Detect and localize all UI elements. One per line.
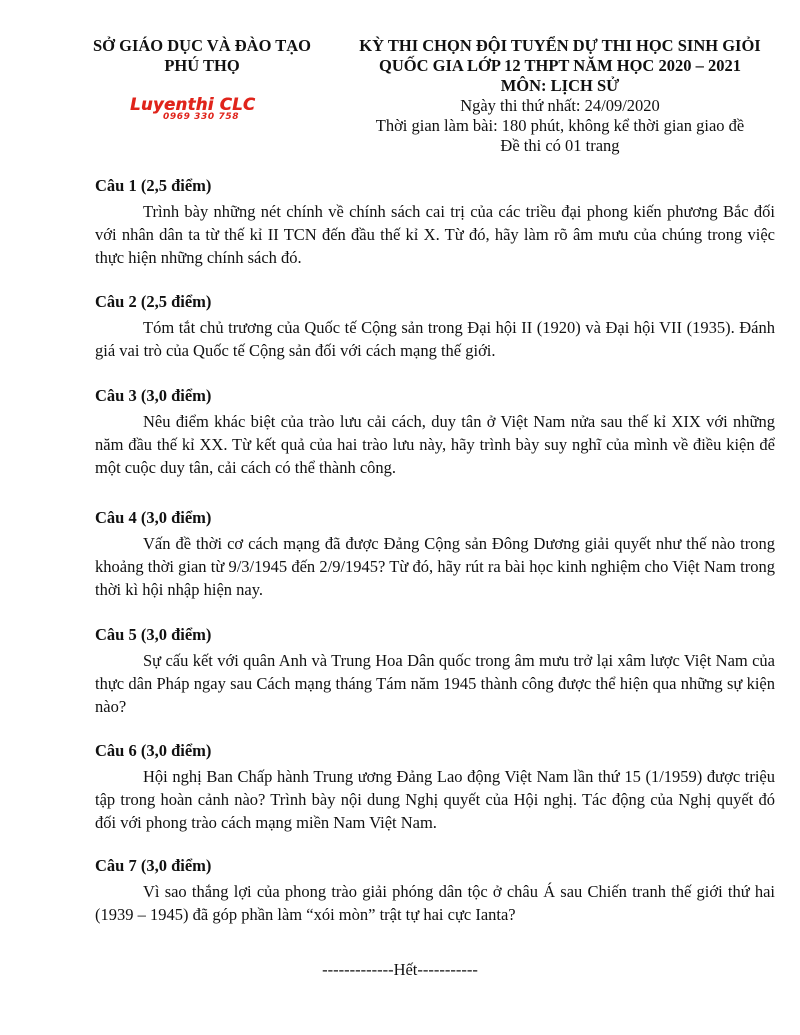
question-4 [95, 508, 775, 601]
end-marker: -------------Hết----------- [322, 960, 478, 979]
exam-duration: Thời gian làm bài: 180 phút, không kể thời gian giao đề [375, 116, 745, 135]
question-body: Sự cấu kết với quân Anh và Trung Hoa Dân quốc trong âm mưu trở lại xâm lược Việt Nam của thực dân Pháp ngay sau Cách mạng tháng Tám năm 1945 thành công được thể hiện qua những sự kiện nào? [95, 651, 775, 716]
question-3 [95, 386, 775, 479]
question-6 [95, 741, 775, 834]
exam-title-line1: KỲ THI CHỌN ĐỘI TUYỂN DỰ THI HỌC SINH GIỎI [359, 36, 761, 55]
exam-page-count: Đề thi có 01 trang [500, 136, 620, 155]
department-header [62, 36, 342, 76]
exam-title-line2: QUỐC GIA LỚP 12 THPT NĂM HỌC 2020 – 2021 [379, 56, 741, 75]
question-title: Câu 6 (3,0 điểm) [95, 741, 212, 760]
logo-phone: 0969 330 758 [163, 112, 240, 122]
question-2 [95, 292, 775, 362]
question-body: Tóm tắt chủ trương của Quốc tế Cộng sản trong Đại hội II (1920) và Đại hội VII (1935). Đánh giá vai trò của Quốc tế Cộng sản đối với cách mạng thế giới. [95, 318, 775, 360]
question-title: Câu 1 (2,5 điểm) [95, 176, 212, 195]
exam-date: Ngày thi thứ nhất: 24/09/2020 [460, 96, 660, 115]
exam-subject: MÔN: LỊCH SỬ [500, 76, 620, 95]
province-name: PHÚ THỌ [164, 56, 240, 75]
question-body: Vấn đề thời cơ cách mạng đã được Đảng Cộng sản Đông Dương giải quyết như thế nào trong khoảng thời gian từ 9/3/1945 đến 2/9/1945? Từ đó, hãy rút ra bài học kinh nghiệm cho Việt Nam trong thời kì hội nhập hiện nay. [95, 534, 775, 599]
logo-brand: Luyenthi CLC [130, 95, 256, 114]
question-title: Câu 5 (3,0 điểm) [95, 625, 212, 644]
watermark-logo [130, 95, 280, 125]
question-body: Nêu điểm khác biệt của trào lưu cải cách, duy tân ở Việt Nam nửa sau thế kỉ XIX với những năm đầu thế kỉ XX. Từ kết quả của hai trào lưu này, hãy trình bày suy nghĩ của mình về điều kiện để một cuộc duy tân, cải cách có thể thành công. [95, 412, 775, 477]
question-title: Câu 3 (3,0 điểm) [95, 386, 212, 405]
question-1 [95, 176, 775, 269]
department-name: SỞ GIÁO DỤC VÀ ĐÀO TẠO [92, 36, 312, 55]
question-body: Hội nghị Ban Chấp hành Trung ương Đảng Lao động Việt Nam lần thứ 15 (1/1959) được triệu tập trong hoàn cảnh nào? Trình bày nội dung Nghị quyết của Hội nghị. Tác động của Nghị quyết đó đối với phong trào cách mạng miền Nam Việt Nam. [95, 767, 775, 832]
question-5 [95, 625, 775, 718]
question-title: Câu 2 (2,5 điểm) [95, 292, 212, 311]
question-title: Câu 7 (3,0 điểm) [95, 856, 212, 875]
exam-header [340, 36, 780, 156]
question-body: Vì sao thắng lợi của phong trào giải phóng dân tộc ở châu Á sau Chiến tranh thế giới thứ hai (1939 – 1945) đã góp phần làm “xói mòn” trật tự hai cực Ianta? [95, 882, 775, 924]
question-title: Câu 4 (3,0 điểm) [95, 508, 212, 527]
question-7 [95, 856, 775, 926]
question-body: Trình bày những nét chính về chính sách cai trị của các triều đại phong kiến phương Bắc đối với nhân dân ta từ thế kỉ II TCN đến đầu thế kỉ X. Từ đó, hãy làm rõ âm mưu của chúng trong việc thực hiện những chính sách đó. [95, 202, 775, 267]
